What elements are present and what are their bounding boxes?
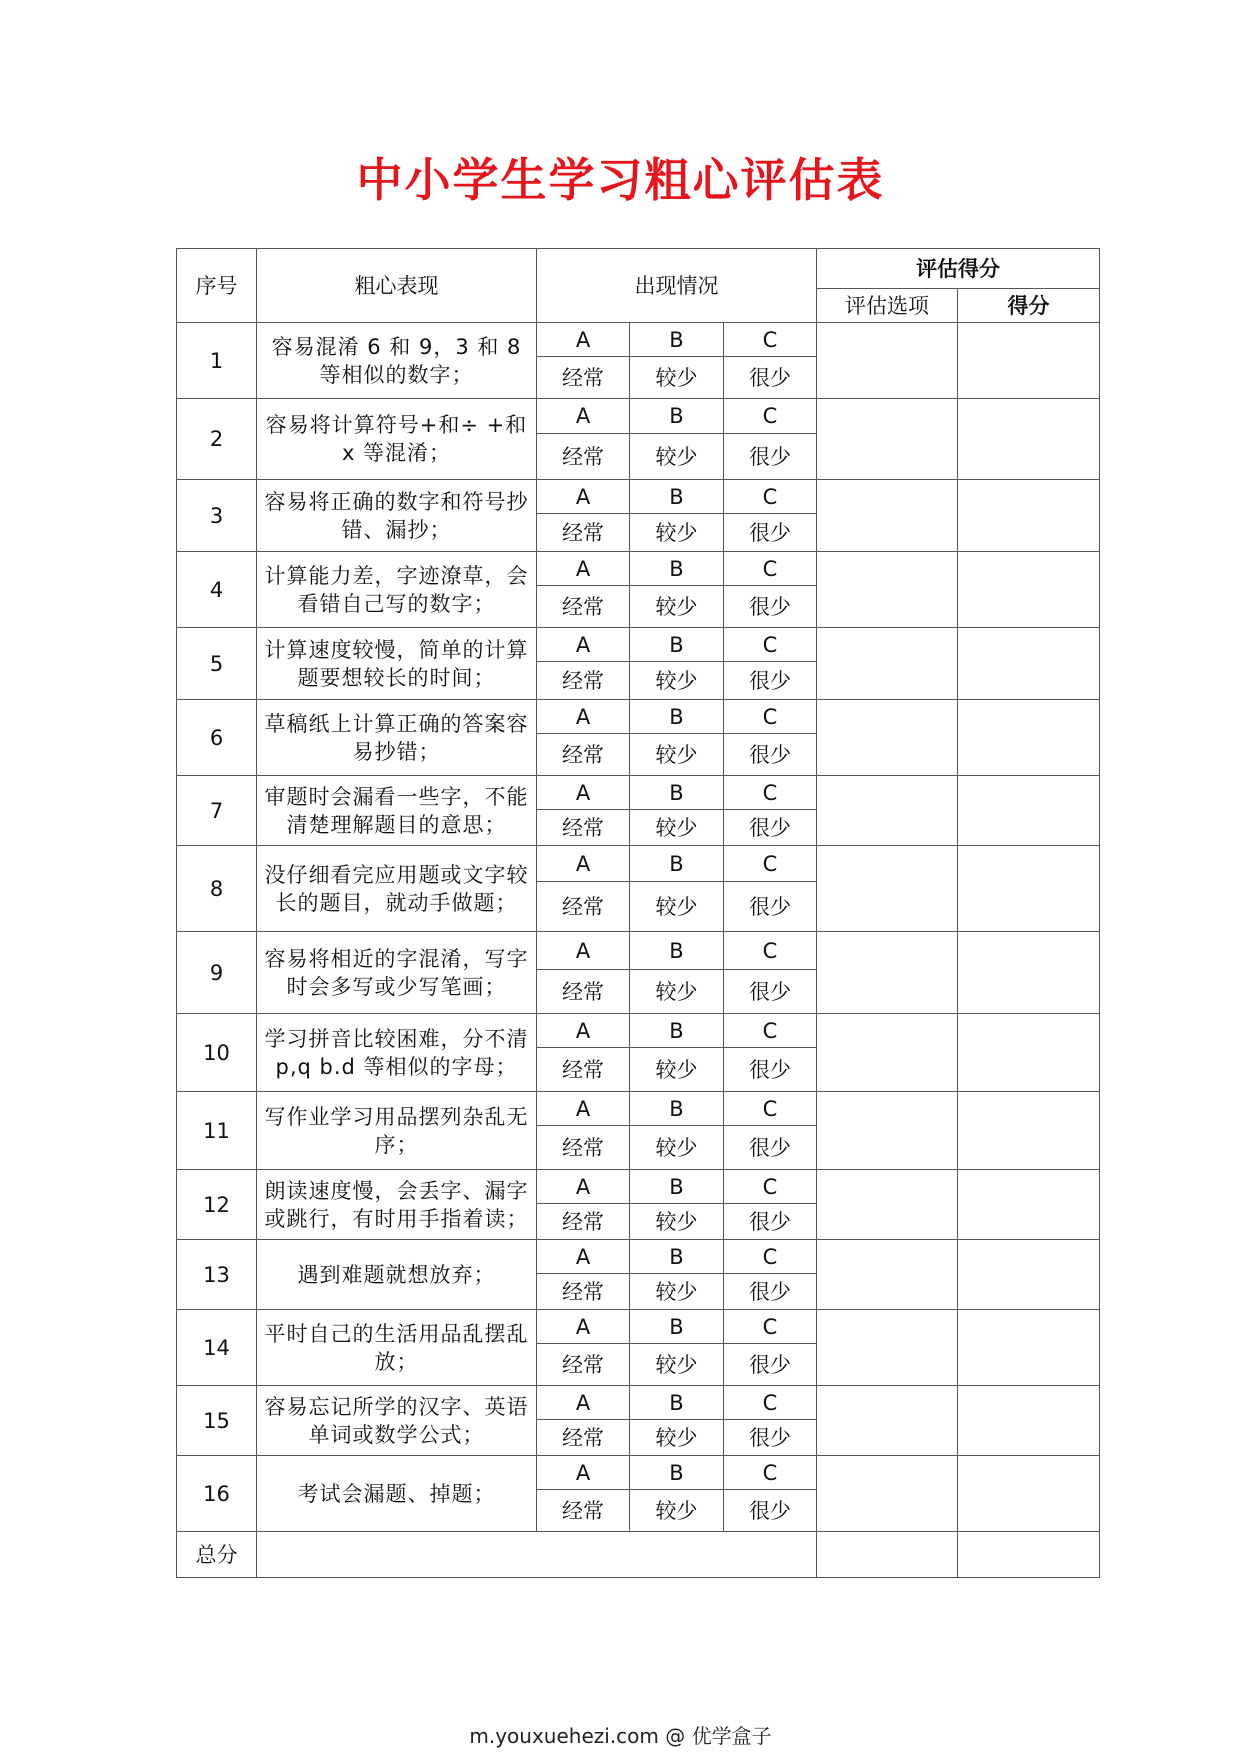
row-number: 15 (177, 1386, 257, 1456)
choice-label: 很少 (724, 586, 817, 628)
row-number: 2 (177, 399, 257, 480)
choice-letter: B (630, 1310, 724, 1344)
score-cell[interactable] (958, 1014, 1100, 1092)
choice-letter: A (537, 1456, 630, 1490)
score-cell[interactable] (958, 1386, 1100, 1456)
choice-letter: A (537, 700, 630, 734)
choice-label: 很少 (724, 1274, 817, 1310)
choice-letter: C (724, 323, 817, 357)
choice-letter: A (537, 628, 630, 662)
total-option-cell[interactable] (817, 1532, 958, 1578)
table-row (177, 1386, 1100, 1420)
row-number: 1 (177, 323, 257, 399)
header-score-group: 评估得分 (817, 249, 1100, 289)
choice-letter: A (537, 1092, 630, 1126)
choice-letter: C (724, 1170, 817, 1204)
choice-letter: A (537, 399, 630, 434)
table-row (177, 700, 1100, 734)
table-row (177, 1456, 1100, 1490)
behavior-text: 平时自己的生活用品乱摆乱放； (257, 1310, 537, 1386)
choice-letter: B (630, 1014, 724, 1048)
choice-letter: B (630, 1456, 724, 1490)
choice-label: 经常 (537, 357, 630, 399)
table-row (177, 1092, 1100, 1126)
choice-label: 很少 (724, 970, 817, 1014)
header-seq: 序号 (177, 249, 257, 323)
choice-letter: C (724, 552, 817, 586)
option-cell[interactable] (817, 1386, 958, 1456)
choice-label: 较少 (630, 882, 724, 932)
option-cell[interactable] (817, 932, 958, 1014)
choice-label: 较少 (630, 1048, 724, 1092)
row-number: 13 (177, 1240, 257, 1310)
choice-label: 很少 (724, 1204, 817, 1240)
choice-label: 很少 (724, 810, 817, 846)
choice-label: 较少 (630, 586, 724, 628)
choice-label: 较少 (630, 1274, 724, 1310)
choice-label: 经常 (537, 810, 630, 846)
choice-letter: B (630, 628, 724, 662)
option-cell[interactable] (817, 552, 958, 628)
choice-label: 很少 (724, 434, 817, 480)
row-number: 14 (177, 1310, 257, 1386)
choice-letter: B (630, 776, 724, 810)
choice-letter: B (630, 1386, 724, 1420)
choice-label: 经常 (537, 434, 630, 480)
choice-label: 很少 (724, 1126, 817, 1170)
choice-letter: A (537, 846, 630, 882)
choice-letter: A (537, 1014, 630, 1048)
choice-letter: C (724, 1456, 817, 1490)
choice-letter: B (630, 1240, 724, 1274)
choice-label: 经常 (537, 514, 630, 552)
choice-letter: A (537, 776, 630, 810)
choice-label: 很少 (724, 1344, 817, 1386)
behavior-text: 容易将相近的字混淆，写字时会多写或少写笔画； (257, 932, 537, 1014)
behavior-text: 没仔细看完应用题或文字较长的题目，就动手做题； (257, 846, 537, 932)
assessment-table (176, 248, 1100, 1578)
choice-label: 经常 (537, 662, 630, 700)
row-number: 3 (177, 480, 257, 552)
behavior-text: 审题时会漏看一些字，不能清楚理解题目的意思； (257, 776, 537, 846)
option-cell[interactable] (817, 1170, 958, 1240)
option-cell[interactable] (817, 480, 958, 552)
table-row (177, 552, 1100, 586)
choice-letter: A (537, 480, 630, 514)
option-cell[interactable] (817, 323, 958, 399)
choice-letter: B (630, 1092, 724, 1126)
score-cell[interactable] (958, 1092, 1100, 1170)
behavior-text: 容易将正确的数字和符号抄错、漏抄； (257, 480, 537, 552)
score-cell[interactable] (958, 1170, 1100, 1240)
behavior-text: 容易混淆 6 和 9，3 和 8 等相似的数字； (257, 323, 537, 399)
choice-label: 很少 (724, 1490, 817, 1532)
choice-label: 经常 (537, 1048, 630, 1092)
total-blank (257, 1532, 817, 1578)
table-row (177, 628, 1100, 662)
header-score: 得分 (958, 289, 1100, 323)
table-row (177, 1170, 1100, 1204)
behavior-text: 遇到难题就想放弃； (257, 1240, 537, 1310)
behavior-text: 计算能力差，字迹潦草，会看错自己写的数字； (257, 552, 537, 628)
score-cell[interactable] (958, 932, 1100, 1014)
choice-label: 较少 (630, 1420, 724, 1456)
choice-label: 很少 (724, 514, 817, 552)
table-row (177, 480, 1100, 514)
behavior-text: 草稿纸上计算正确的答案容易抄错； (257, 700, 537, 776)
choice-label: 很少 (724, 662, 817, 700)
choice-label: 经常 (537, 1274, 630, 1310)
table-row (177, 846, 1100, 882)
row-number: 4 (177, 552, 257, 628)
choice-label: 很少 (724, 882, 817, 932)
table-row (177, 399, 1100, 434)
choice-letter: A (537, 1240, 630, 1274)
behavior-text: 计算速度较慢，简单的计算题要想较长的时间； (257, 628, 537, 700)
choice-label: 经常 (537, 882, 630, 932)
option-cell[interactable] (817, 1014, 958, 1092)
row-number: 9 (177, 932, 257, 1014)
score-cell[interactable] (958, 1240, 1100, 1310)
option-cell[interactable] (817, 1240, 958, 1310)
behavior-text: 容易忘记所学的汉字、英语单词或数学公式； (257, 1386, 537, 1456)
choice-label: 较少 (630, 662, 724, 700)
choice-letter: C (724, 932, 817, 970)
choice-label: 经常 (537, 1420, 630, 1456)
choice-label: 较少 (630, 514, 724, 552)
choice-letter: C (724, 776, 817, 810)
choice-letter: C (724, 700, 817, 734)
choice-letter: A (537, 323, 630, 357)
header-occurrence: 出现情况 (537, 249, 817, 323)
choice-label: 较少 (630, 357, 724, 399)
choice-label: 很少 (724, 1048, 817, 1092)
choice-letter: B (630, 932, 724, 970)
total-score-cell[interactable] (958, 1532, 1100, 1578)
score-cell[interactable] (958, 846, 1100, 932)
choice-letter: C (724, 1240, 817, 1274)
choice-letter: B (630, 846, 724, 882)
choice-label: 经常 (537, 1204, 630, 1240)
choice-letter: A (537, 1170, 630, 1204)
choice-label: 经常 (537, 1490, 630, 1532)
score-cell[interactable] (958, 776, 1100, 846)
choice-label: 很少 (724, 734, 817, 776)
choice-letter: B (630, 1170, 724, 1204)
choice-letter: B (630, 480, 724, 514)
header-option: 评估选项 (817, 289, 958, 323)
option-cell[interactable] (817, 628, 958, 700)
choice-letter: C (724, 1310, 817, 1344)
score-cell[interactable] (958, 480, 1100, 552)
option-cell[interactable] (817, 776, 958, 846)
option-cell[interactable] (817, 1310, 958, 1386)
table-row (177, 1014, 1100, 1048)
table-row (177, 323, 1100, 357)
choice-label: 经常 (537, 1344, 630, 1386)
row-number: 11 (177, 1092, 257, 1170)
choice-label: 较少 (630, 1126, 724, 1170)
choice-letter: B (630, 399, 724, 434)
choice-letter: B (630, 552, 724, 586)
choice-label: 较少 (630, 734, 724, 776)
row-number: 6 (177, 700, 257, 776)
behavior-text: 朗读速度慢，会丢字、漏字或跳行，有时用手指着读； (257, 1170, 537, 1240)
choice-letter: C (724, 846, 817, 882)
behavior-text: 考试会漏题、掉题； (257, 1456, 537, 1532)
row-number: 7 (177, 776, 257, 846)
score-cell[interactable] (958, 628, 1100, 700)
choice-label: 经常 (537, 1126, 630, 1170)
behavior-text: 容易将计算符号+和÷ +和 x 等混淆； (257, 399, 537, 480)
choice-label: 较少 (630, 1490, 724, 1532)
choice-letter: A (537, 552, 630, 586)
choice-label: 很少 (724, 357, 817, 399)
option-cell[interactable] (817, 846, 958, 932)
option-cell[interactable] (817, 700, 958, 776)
table-row (177, 932, 1100, 970)
choice-letter: B (630, 700, 724, 734)
score-cell[interactable] (958, 1310, 1100, 1386)
behavior-text: 学习拼音比较困难，分不清 p,q b.d 等相似的字母； (257, 1014, 537, 1092)
header-behavior: 粗心表现 (257, 249, 537, 323)
row-number: 16 (177, 1456, 257, 1532)
score-cell[interactable] (958, 399, 1100, 480)
row-number: 8 (177, 846, 257, 932)
choice-letter: C (724, 480, 817, 514)
choice-label: 经常 (537, 734, 630, 776)
choice-label: 经常 (537, 586, 630, 628)
choice-letter: C (724, 1386, 817, 1420)
row-number: 10 (177, 1014, 257, 1092)
table-row (177, 776, 1100, 810)
choice-label: 较少 (630, 970, 724, 1014)
choice-label: 很少 (724, 1420, 817, 1456)
choice-letter: C (724, 628, 817, 662)
choice-label: 较少 (630, 1344, 724, 1386)
choice-letter: A (537, 932, 630, 970)
choice-letter: B (630, 323, 724, 357)
choice-letter: C (724, 1014, 817, 1048)
option-cell[interactable] (817, 1092, 958, 1170)
score-cell[interactable] (958, 323, 1100, 399)
choice-label: 较少 (630, 810, 724, 846)
choice-label: 经常 (537, 970, 630, 1014)
choice-letter: C (724, 399, 817, 434)
choice-letter: C (724, 1092, 817, 1126)
option-cell[interactable] (817, 399, 958, 480)
choice-letter: A (537, 1310, 630, 1344)
score-cell[interactable] (958, 1456, 1100, 1532)
row-number: 12 (177, 1170, 257, 1240)
row-number: 5 (177, 628, 257, 700)
table-row (177, 1310, 1100, 1344)
page-title: 中小学生学习粗心评估表 (356, 153, 885, 207)
score-cell[interactable] (958, 552, 1100, 628)
behavior-text: 写作业学习用品摆列杂乱无序； (257, 1092, 537, 1170)
table-row (177, 1240, 1100, 1274)
choice-letter: A (537, 1386, 630, 1420)
total-label: 总分 (177, 1532, 257, 1578)
choice-label: 较少 (630, 434, 724, 480)
choice-label: 较少 (630, 1204, 724, 1240)
score-cell[interactable] (958, 700, 1100, 776)
option-cell[interactable] (817, 1456, 958, 1532)
footer-source: m.youxuehezi.com @ 优学盒子 (469, 1724, 772, 1748)
